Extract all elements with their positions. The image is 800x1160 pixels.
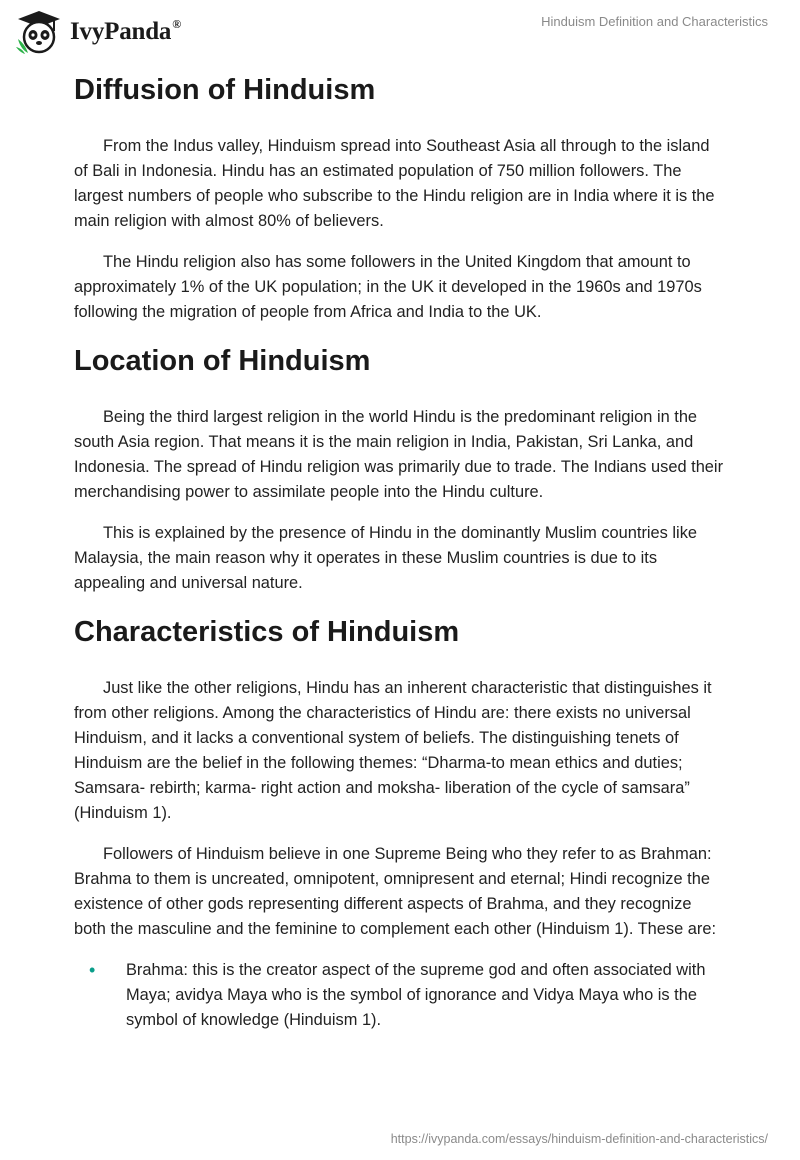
section-heading: Diffusion of Hinduism — [74, 74, 376, 106]
bullet-icon: • — [89, 960, 96, 980]
ivypanda-logo[interactable] — [14, 9, 181, 55]
paragraph: The Hindu religion also has some followers in the United Kingdom that amount to approximately 1% of the UK population; in the UK it developed in the 1960s and 1970s following the migration of people from Africa and India to the UK. — [74, 253, 702, 321]
panda-logo-icon — [14, 9, 64, 55]
page-header — [0, 0, 800, 64]
article-content — [74, 70, 726, 1033]
paragraph: From the Indus valley, Hinduism spread into Southeast Asia all through to the island of Bali in Indonesia. Hindu has an estimated population of 750 million followers. The largest numbers of people who subscribe to the Hindu religion are in India where it is the main religion with almost 80% of believers. — [74, 137, 715, 230]
paragraph: This is explained by the presence of Hindu in the dominantly Muslim countries like Malaysia, the main reason why it operates in these Muslim countries is due to its appealing and universal nature. — [74, 524, 698, 592]
paragraph: Just like the other religions, Hindu has an inherent characteristic that distinguishes it from other religions. Among the characteristics of Hindu are: there exists no universal Hinduism, and it lacks a conventional system of beliefs. The distinguishing tenets of Hinduism are the belief in the following themes: “Dharma-to mean ethics and duties; Samsara- rebirth; karma- right action and moksha- liberation of the cycle of samsara” (Hinduism 1). — [74, 679, 712, 822]
paragraph: Being the third largest religion in the world Hindu is the predominant religion in the south Asia region. That means it is the main religion in India, Pakistan, Sri Lanka, and Indonesia. The spread of Hindu religion was primarily due to trade. The Indians used their merchandising power to assimilate people into the Hindu culture. — [74, 408, 724, 501]
footer-url-link[interactable]: https://ivypanda.com/essays/hinduism-definition-and-characteristics/ — [390, 1132, 768, 1146]
section-diffusion — [74, 70, 726, 325]
section-heading: Location of Hinduism — [74, 345, 371, 377]
section-location — [74, 341, 726, 596]
section-heading: Characteristics of Hinduism — [74, 616, 460, 648]
paragraph: Followers of Hinduism believe in one Supreme Being who they refer to as Brahman: Brahma to them is uncreated, omnipotent, omnipresent and eternal; Hindi recognize the existence of other gods representing different aspects of Brahma, and they recognize both the masculine and the feminine to complement each other (Hinduism 1). These are: — [74, 845, 717, 938]
brand-name: IvyPanda® — [70, 16, 181, 45]
document-title: Hinduism Definition and Characteristics — [541, 14, 768, 29]
bullet-list — [74, 958, 726, 1033]
list-item-text: Brahma: this is the creator aspect of the supreme god and often associated with Maya; avidya Maya who is the symbol of ignorance and Vidya Maya who is the symbol of knowledge (Hinduism 1). — [126, 961, 706, 1029]
list-item — [74, 958, 726, 1033]
section-characteristics — [74, 612, 726, 1033]
